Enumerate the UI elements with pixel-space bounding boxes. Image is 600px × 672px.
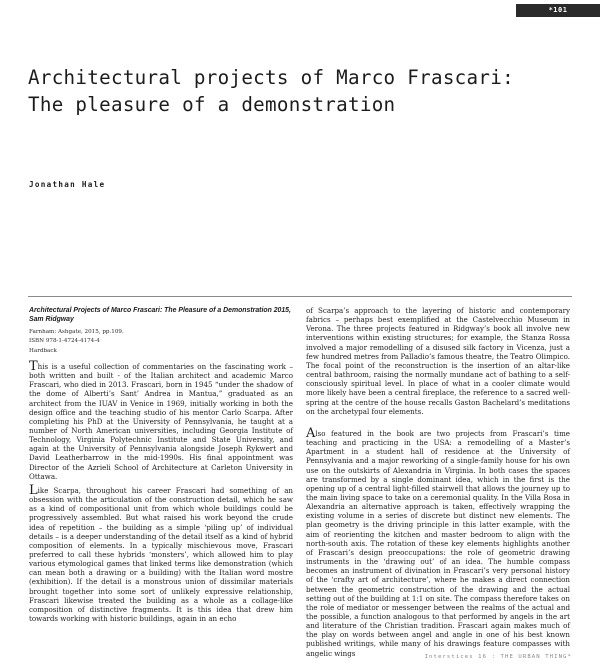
book-format: Hardback [29, 347, 57, 354]
paragraph-text: ike Scarpa, throughout his career Frascari had something of an obsession with the articulation of the construction detail, which he saw as a kind of compositional unit from which whole buildings could be progressively assembled. But what raised his work beyond the crude idea of repetition – the building as a simple ‘piling up’ of individual details – is a deeper understanding of the detail itself as a kind of hybrid composition of elements. In a typically mischievous move, Frascari preferred to call these hybrids ‘monsters’, which allowed him to play various etymological games that linked terms like demonstration (which can mean both a drawing or a building) with the Italian word mostre (exhibition). If the detail is a monstrous union of dissimilar materials brought together into some sort of unlikely expressive relationship, Frascari likewise treated the building as a whole as a collage-like composition of distinctive fragments. It is this idea that drew him towards working with historic buildings, again in an echo [29, 485, 293, 624]
title-line-2: The pleasure of a demonstration [28, 93, 396, 116]
title-line-1: Architectural projects of Marco Frascari: [28, 66, 514, 89]
paragraph [29, 482, 293, 624]
drop-initial: T [29, 358, 38, 374]
author-name: Jonathan Hale [29, 180, 106, 189]
paragraph-text: lso featured in the book are two projects from Frascari’s time teaching and practicing in the USA: a remodelling of a Master’s Apartment in a student hall of residence at the University of Pennsylvania and a major reworking of a single-family house for his own use on the outskirts of Alexandria in Virginia. In both cases the spaces are transformed by a single dominant idea, which in the first is the opening up of a central light-filled stairwell that allows the journey up to the main living space to take on a ceremonial quality. In the Villa Rosa in Alexandria an alternative approach is taken, effectively wrapping the existing volume in a series of discrete but distinct new elements. The plan geometry is the driving principle in this latter example, with the aim of reorienting the kitchen and master bedroom to align with the north-south axis. The rotation of these key elements highlights another of Frascari’s design preoccupations: the role of geometric drawing instruments in the ‘drawing out’ of an idea. The humble compass becomes an instrument of divination in Frascari’s very personal history of the ‘crafty art of architecture’, where he makes a direct connection between the geometric construction of the drawing and the actual setting out of the building at 1:1 on site. The compass therefore takes on the role of mediator or messenger between the realms of the actual and the possible, a function analogous to that performed by angels in the art and literature of the Christian tradition. Frascari again makes much of the play on words between angel and angle in one of his best known published writings, while many of his drawings feature compasses with angelic wings [306, 428, 570, 658]
left-column [29, 306, 293, 623]
article-title [28, 64, 588, 118]
book-title: Architectural Projects of Marco Frascari: The Pleasure of a Demonstration 2015, Sam Ridgway [29, 307, 291, 323]
paragraph [306, 306, 570, 416]
right-column [306, 306, 570, 658]
book-publisher: Farnham: Ashgate, 2015, pp.109. [29, 329, 124, 335]
page-number-badge: *101 [516, 4, 600, 17]
drop-initial: A [306, 425, 316, 441]
drop-initial: L [29, 482, 38, 498]
paragraph-text: of Scarpa’s approach to the layering of historic and contemporary fabrics – perhaps best exemplified at the Castelvecchio Museum in Verona. The three projects featured in Ridgway’s book all involve new interventions within existing structures; for example, the Stanza Rossa involved a major remodelling of a disused silk factory in Vicenza, just a few hundred metres from Palladio’s famous theatre, the Teatro Olimpico. The focal point of the reconstruction is the insertion of an altar-like central bathroom, raising the normally mundane act of bathing to a self-consciously spiritual level. In place of what in a cooler climate would more likely have been a central fireplace, the reference to a sacred well-spring at the centre of the house recalls Gaston Bachelard’s meditations on the archetypal four elements. [306, 306, 570, 416]
running-footer: Interstices 16 : THE URBAN THING* [424, 654, 572, 660]
divider [28, 296, 572, 297]
paragraph-text: his is a useful collection of commentaries on the fascinating work – both written and built - of the Italian architect and academic Marco Frascari, who died in 2013. Frascari, born in 1945 “under the shadow of the dome of Alberti’s Sant’ Andrea in Mantua,” graduated as an architect from the IUAV in Venice in 1969, initially working in both the design office and the teaching studio of his mentor Carlo Scarpa. After completing his PhD at the University of Pennsylvania, he taught at a number of North American universities, including Georgia Institute of Technology, Virginia Polytechnic Institute and State University, and again at the University of Pennsylvania alongside Joseph Rykwert and David Leatherbarrow in the mid-1990s. His final appointment was Director of the Azrieli School of Architecture at Carleton University in Ottawa. [29, 361, 293, 481]
paragraph [29, 358, 293, 481]
paragraph [306, 425, 570, 658]
book-isbn: ISBN 978-1-4724-4174-4 [29, 338, 100, 345]
